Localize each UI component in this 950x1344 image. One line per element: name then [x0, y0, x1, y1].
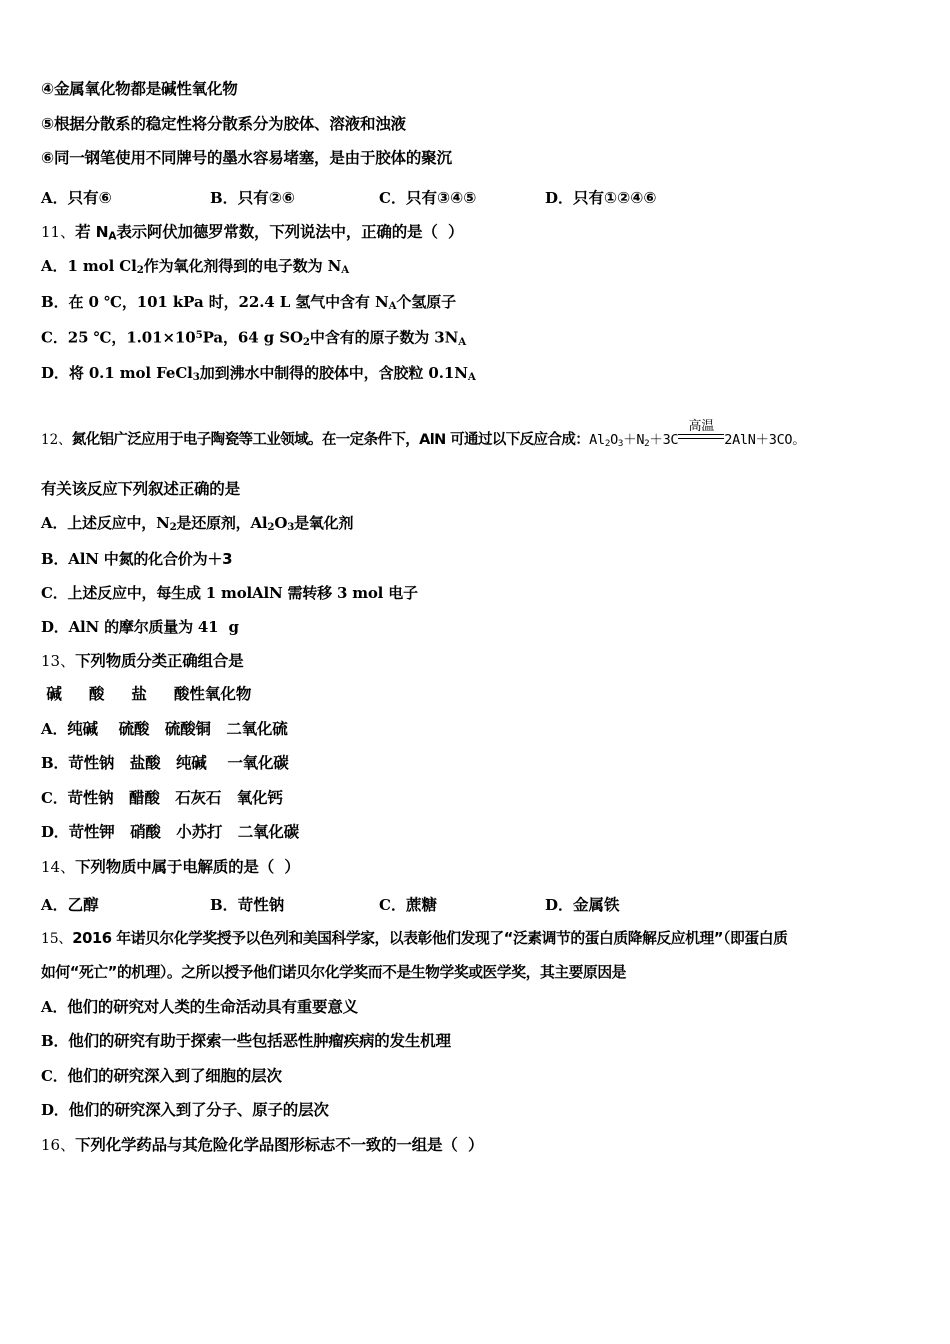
- q15-option-b-label: B．: [41, 1032, 69, 1051]
- q15-stem-line2: 如何“死亡”的机理）。之所以授予他们诺贝尔化学奖而不是生物学奖或医学奖，其主要原因是: [41, 963, 627, 981]
- q10-option-d[interactable]: [545, 186, 657, 208]
- q14-number: 14、: [41, 857, 76, 876]
- q11-option-a[interactable]: A．1 mol $Cl_2$作为氧化剂得到的电子数为 $N_A$: [41, 257, 350, 277]
- q13-option-a-label: A．: [41, 719, 68, 738]
- q13-number: 13、: [41, 651, 76, 670]
- q12-option-a[interactable]: A．上述反应中，$N_2$是还原剂，$Al_2O_3$是氧化剂: [41, 514, 354, 534]
- q11-stem: [41, 222, 921, 242]
- q15-option-d-label: D．: [41, 1101, 69, 1120]
- q14-option-c-label: C．: [379, 896, 406, 915]
- q12-option-a-label: A．: [41, 514, 68, 533]
- q16-stem: [41, 1135, 921, 1154]
- q14-option-c[interactable]: [379, 893, 437, 915]
- statement-4: [41, 82, 921, 98]
- q11-option-d-label: D．: [41, 364, 69, 383]
- q14-option-a-label: A．: [41, 896, 68, 915]
- q10-option-c-label: C．: [379, 188, 406, 207]
- q10-options-row: [41, 186, 921, 206]
- q14-option-d-text: 金属铁: [573, 896, 620, 915]
- q11-option-a-label: A．: [41, 257, 68, 276]
- q12-stem-text: 氮化铝广泛应用于电子陶瓷等工业领域。在一定条件下，AlN 可通过以下反应合成：: [71, 431, 590, 448]
- statement-5: [41, 114, 921, 133]
- q13-option-a[interactable]: [41, 719, 921, 738]
- q15-option-c-label: C．: [41, 1066, 68, 1085]
- q11-option-c-label: C．: [41, 328, 68, 347]
- q14-option-b[interactable]: [210, 893, 284, 915]
- q13-option-d-label: D．: [41, 823, 69, 842]
- q16-number: 16、: [41, 1135, 76, 1154]
- q13-option-c[interactable]: [41, 788, 921, 807]
- statement-5-text: 根据分散系的稳定性将分散系分为胶体、溶液和浊液: [53, 114, 406, 133]
- q12-equation: $Al_2O_3+N_2+3C$ 高温 2AlN＋3CO。: [589, 432, 805, 448]
- q15-option-a-label: A．: [41, 997, 68, 1016]
- q11-stem-text: 若 $N_A$表示阿伏加德罗常数，下列说法中，正确的是（ ）: [75, 222, 464, 242]
- q13-category-header: 碱 酸 盐 酸性氧化物: [41, 685, 252, 704]
- q13-stem: [41, 651, 921, 670]
- statement-6-text: 同一钢笔使用不同牌号的墨水容易堵塞，是由于胶体的聚沉: [53, 149, 452, 167]
- q12-option-d-label: D．: [41, 617, 69, 636]
- q11-option-b[interactable]: B．在 0 ℃，101 kPa 时，22.4 L 氢气中含有 $N_A$个氢原子: [41, 292, 457, 313]
- statement-5-marker: ⑤: [41, 114, 54, 133]
- q15-option-d[interactable]: [41, 1103, 921, 1119]
- q15-option-c-text: 他们的研究深入到了细胞的层次: [67, 1066, 282, 1085]
- q10-option-c-text: 只有③④⑤: [405, 188, 477, 207]
- q15-option-d-text: 他们的研究深入到了分子、原子的层次: [68, 1101, 329, 1120]
- q15-option-a-text: 他们的研究对人类的生命活动具有重要意义: [67, 997, 358, 1016]
- q12-stem-line1: [41, 419, 921, 450]
- q12-option-b-label: B．: [41, 549, 69, 568]
- q11-option-b-label: B．: [41, 292, 69, 311]
- q11-option-c[interactable]: C．25 ℃，$1.01\times 10^5Pa$，64 g $SO_2$中含有的原子数为 $3N_A$: [41, 328, 467, 349]
- q13-option-d-text: 苛性钾 硝酸 小苏打 二氧化碳: [68, 823, 299, 842]
- q12-option-c-label: C．: [41, 583, 68, 602]
- reaction-condition-label: 高温: [688, 419, 714, 435]
- statement-4-marker: ④: [41, 80, 54, 98]
- q12-option-d[interactable]: D．AlN 的摩尔质量为 41 g: [41, 617, 239, 636]
- q13-option-b[interactable]: [41, 756, 921, 772]
- q14-option-a-text: 乙醇: [67, 896, 99, 915]
- q15-stem-line1: [41, 932, 921, 947]
- q13-option-b-label: B．: [41, 754, 69, 773]
- q12-option-c[interactable]: C．上述反应中，每生成 1 molAlN 需转移 3 mol 电子: [41, 583, 418, 602]
- q11-option-d[interactable]: D．将 0.1 mol FeCl$_3$加到沸水中制得的胶体中，含胶粒 $0.1N_A$: [41, 364, 476, 384]
- q14-option-a[interactable]: [41, 893, 99, 915]
- q10-option-b-text: 只有②⑥: [237, 188, 295, 207]
- q15-number: 15、: [41, 931, 73, 948]
- statement-6-marker: ⑥: [41, 149, 54, 167]
- statement-4-text: 金属氧化物都是碱性氧化物: [53, 80, 238, 98]
- q14-option-d[interactable]: [545, 893, 620, 915]
- q13-option-c-text: 苛性钠 醋酸 石灰石 氧化钙: [67, 788, 283, 807]
- q15-stem-line1-text: 2016 年诺贝尔化学奖授予以色列和美国科学家，以表彰他们发现了“泛素调节的蛋白质降解反应机理”（即蛋白质: [72, 930, 788, 948]
- q15-option-b[interactable]: [41, 1034, 921, 1050]
- q14-option-b-text: 苛性钠: [237, 896, 285, 915]
- q10-option-d-text: 只有①②④⑥: [573, 188, 657, 207]
- q10-option-a-text: 只有⑥: [67, 188, 112, 207]
- q11-number: 11、: [41, 222, 76, 241]
- reaction-condition-arrow: [678, 419, 724, 444]
- q14-option-d-label: D．: [545, 896, 574, 915]
- q10-option-b[interactable]: [210, 186, 295, 208]
- q15-option-b-text: 他们的研究有助于探索一些包括恶性肿瘤疾病的发生机理: [68, 1032, 451, 1051]
- q10-option-b-label: B．: [210, 188, 238, 207]
- q10-option-a[interactable]: [41, 186, 112, 208]
- q14-stem-text: 下列物质中属于电解质的是（ ）: [75, 857, 300, 876]
- q15-option-a[interactable]: [41, 997, 921, 1016]
- exam-content: [41, 82, 921, 1153]
- q15-option-c[interactable]: [41, 1066, 921, 1085]
- q10-option-a-label: A．: [41, 188, 68, 207]
- q16-stem-text: 下列化学药品与其危险化学品图形标志不一致的一组是（ ）: [75, 1135, 484, 1154]
- q14-option-c-text: 蔗糖: [405, 896, 437, 915]
- q12-number: 12、: [41, 431, 72, 448]
- q14-option-b-label: B．: [210, 896, 238, 915]
- q10-option-d-label: D．: [545, 188, 574, 207]
- q10-option-c[interactable]: [379, 186, 476, 208]
- statement-6: [41, 151, 921, 167]
- q14-stem: [41, 857, 921, 876]
- q12-option-b[interactable]: B．AlN 中氮的化合价为＋3: [41, 549, 233, 568]
- q13-stem-text: 下列物质分类正确组合是: [75, 651, 244, 670]
- q13-option-d[interactable]: [41, 825, 921, 841]
- q13-option-c-label: C．: [41, 788, 68, 807]
- q13-option-b-text: 苛性钠 盐酸 纯碱 一氧化碳: [68, 754, 289, 773]
- q13-option-a-text: 纯碱 硫酸 硫酸铜 二氧化硫: [67, 719, 288, 738]
- q14-options-row: [41, 893, 921, 913]
- q12-stem-line2: 有关该反应下列叙述正确的是: [41, 479, 240, 498]
